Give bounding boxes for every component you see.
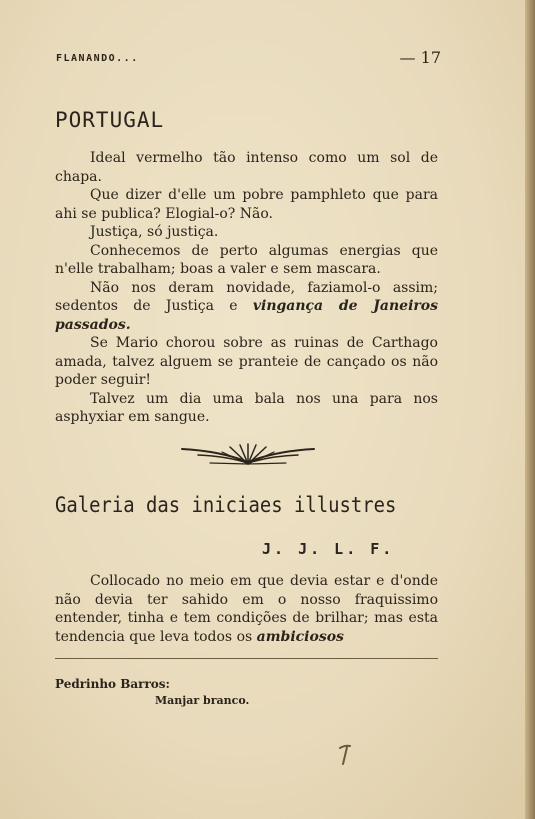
fleuron-ornament-icon <box>180 443 316 473</box>
paragraph-text: Ideal vermelho tão intenso como um sol de chapa. <box>55 150 438 185</box>
footnote-divider <box>55 658 438 659</box>
paragraph <box>55 334 438 390</box>
section-body-galeria <box>55 572 438 646</box>
paragraph <box>55 149 438 186</box>
paragraph-text: Justiça, só justiça. <box>90 224 219 240</box>
emphasized-text: ambiciosos <box>256 628 344 645</box>
paragraph-text: Não nos deram novidade, faziamol-o assim; sedentos de Justiça e <box>55 279 438 314</box>
paragraph <box>55 242 438 279</box>
byline-initials: J. J. L. F. <box>262 540 395 558</box>
running-head <box>56 50 441 70</box>
section-title-galeria: Galeria das iniciaes illustres <box>55 493 397 517</box>
section-title-portugal: PORTUGAL <box>55 108 165 132</box>
paragraph-text: Se Mario chorou sobre as ruinas de Carthago amada, talvez alguem se pranteie de cançado os não poder seguir! <box>55 335 438 388</box>
emphasized-text: vingança de Janeiros passados. <box>55 298 438 333</box>
section-body-portugal <box>55 149 438 427</box>
paragraph-text: Talvez um dia uma bala nos una para nos asphyxiar em sangue. <box>55 390 438 425</box>
paragraph <box>55 279 438 335</box>
paragraph-text: Que dizer d'elle um pobre pamphleto que para ahi se publica? Elogial-o? Não. <box>55 187 438 222</box>
running-title: FLANANDO... <box>56 53 139 64</box>
paragraph <box>55 390 438 427</box>
pen-mark-icon <box>335 742 355 772</box>
paragraph <box>55 186 438 223</box>
page-number: — 17 <box>399 48 441 67</box>
paragraph <box>55 223 438 242</box>
paragraph-text: Conhecemos de perto algumas energias que n'elle trabalham; boas a valer e sem mascara. <box>55 242 438 277</box>
paragraph-text: Collocado no meio em que devia estar e d'onde não devia ter sahido em o nosso fraquissimo entender, tinha e tem condições de brilhar; mas esta tendencia que leva todos os <box>55 573 438 645</box>
footnote-author: Pedrinho Barros: <box>55 677 170 691</box>
paragraph <box>55 572 438 646</box>
footnote-work-title: Manjar branco. <box>155 694 250 707</box>
page-spine-shadow <box>525 0 535 819</box>
